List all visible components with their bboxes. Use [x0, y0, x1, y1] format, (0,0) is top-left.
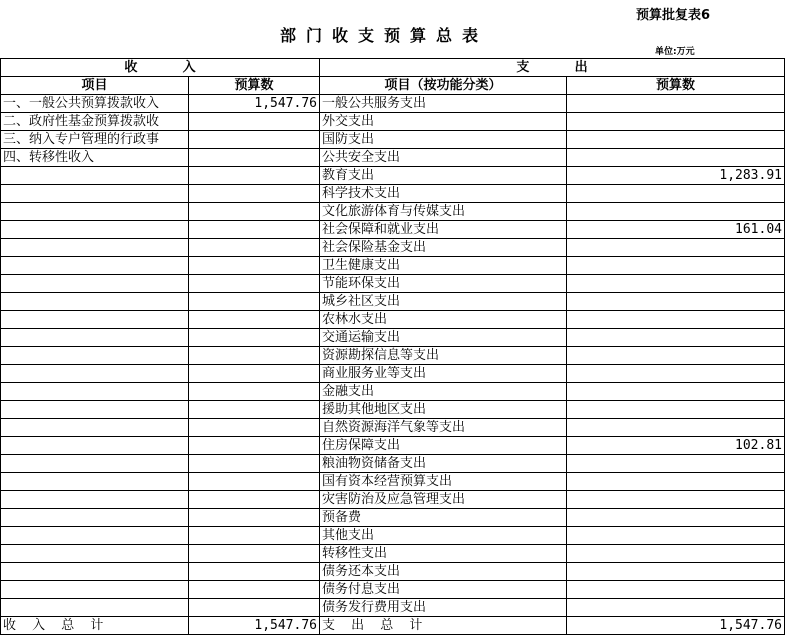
- expense-budget-cell: 102.81: [567, 437, 785, 455]
- income-budget-cell: [189, 329, 320, 347]
- total-income-value: 1,547.76: [189, 617, 320, 635]
- expense-budget-cell: [567, 401, 785, 419]
- expense-item-cell: 公共安全支出: [320, 149, 567, 167]
- expense-item-cell: 预备费: [320, 509, 567, 527]
- table-row: [1, 239, 785, 257]
- expense-item-cell: 城乡社区支出: [320, 293, 567, 311]
- income-item-cell: [1, 563, 189, 581]
- expense-budget-cell: [567, 563, 785, 581]
- income-budget-cell: [189, 293, 320, 311]
- income-budget-cell: [189, 437, 320, 455]
- expense-budget-cell: [567, 311, 785, 329]
- expense-budget-cell: [567, 293, 785, 311]
- income-item-cell: [1, 167, 189, 185]
- expense-item-cell: 教育支出: [320, 167, 567, 185]
- income-item-cell: [1, 401, 189, 419]
- expense-budget-cell: [567, 239, 785, 257]
- income-item-cell: 一、一般公共预算拨款收入: [1, 95, 189, 113]
- expense-item-cell: 一般公共服务支出: [320, 95, 567, 113]
- income-budget-cell: [189, 383, 320, 401]
- expense-item-cell: 农林水支出: [320, 311, 567, 329]
- table-row: [1, 545, 785, 563]
- income-section-header: 收 入: [1, 59, 320, 77]
- income-budget-cell: [189, 401, 320, 419]
- income-budget-cell: [189, 239, 320, 257]
- expense-item-cell: 国有资本经营预算支出: [320, 473, 567, 491]
- income-budget-cell: [189, 491, 320, 509]
- table-row: [1, 473, 785, 491]
- table-row: [1, 347, 785, 365]
- income-item-header: 项目: [1, 77, 189, 95]
- expense-item-header: 项目（按功能分类）: [320, 77, 567, 95]
- expense-budget-cell: [567, 113, 785, 131]
- expense-budget-cell: [567, 131, 785, 149]
- expense-budget-cell: [567, 383, 785, 401]
- table-row: [1, 221, 785, 239]
- expense-item-cell: 转移性支出: [320, 545, 567, 563]
- table-row: [1, 401, 785, 419]
- income-item-cell: [1, 527, 189, 545]
- expense-item-cell: 社会保障和就业支出: [320, 221, 567, 239]
- expense-budget-cell: 161.04: [567, 221, 785, 239]
- table-row: [1, 383, 785, 401]
- expense-budget-cell: 1,283.91: [567, 167, 785, 185]
- income-budget-cell: [189, 347, 320, 365]
- income-item-cell: [1, 581, 189, 599]
- income-budget-cell: [189, 275, 320, 293]
- income-item-cell: 三、纳入专户管理的行政事: [1, 131, 189, 149]
- expense-item-cell: 交通运输支出: [320, 329, 567, 347]
- section-header-row: [1, 59, 785, 77]
- expense-budget-cell: [567, 473, 785, 491]
- expense-item-cell: 住房保障支出: [320, 437, 567, 455]
- income-item-cell: [1, 509, 189, 527]
- expense-item-cell: 国防支出: [320, 131, 567, 149]
- total-expense-value: 1,547.76: [567, 617, 785, 635]
- table-row: [1, 581, 785, 599]
- total-income-label: 收 入 总 计: [1, 617, 189, 635]
- expense-budget-cell: [567, 527, 785, 545]
- expense-item-cell: 节能环保支出: [320, 275, 567, 293]
- expense-item-cell: 金融支出: [320, 383, 567, 401]
- income-budget-cell: [189, 185, 320, 203]
- table-row: [1, 113, 785, 131]
- income-budget-cell: [189, 527, 320, 545]
- table-row: [1, 365, 785, 383]
- table-row: [1, 185, 785, 203]
- table-row: [1, 455, 785, 473]
- income-item-cell: [1, 221, 189, 239]
- table-row: [1, 149, 785, 167]
- income-budget-cell: [189, 113, 320, 131]
- income-budget-cell: [189, 203, 320, 221]
- income-budget-cell: [189, 365, 320, 383]
- expense-item-cell: 自然资源海洋气象等支出: [320, 419, 567, 437]
- income-item-cell: [1, 599, 189, 617]
- form-number: 预算批复表6: [636, 8, 711, 23]
- expense-budget-cell: [567, 455, 785, 473]
- income-item-cell: [1, 455, 189, 473]
- table-row: [1, 311, 785, 329]
- expense-budget-cell: [567, 491, 785, 509]
- expense-item-cell: 科学技术支出: [320, 185, 567, 203]
- income-item-cell: [1, 383, 189, 401]
- expense-item-cell: 资源勘探信息等支出: [320, 347, 567, 365]
- table-row: [1, 95, 785, 113]
- expense-budget-cell: [567, 419, 785, 437]
- expense-item-cell: 卫生健康支出: [320, 257, 567, 275]
- income-budget-cell: [189, 419, 320, 437]
- expense-item-cell: 债务发行费用支出: [320, 599, 567, 617]
- income-item-cell: [1, 419, 189, 437]
- table-row: [1, 419, 785, 437]
- table-row: [1, 257, 785, 275]
- table-row: [1, 167, 785, 185]
- expense-budget-cell: [567, 509, 785, 527]
- expense-item-cell: 社会保险基金支出: [320, 239, 567, 257]
- budget-table-body: [1, 59, 785, 635]
- expense-item-cell: 债务还本支出: [320, 563, 567, 581]
- expense-budget-header: 预算数: [567, 77, 785, 95]
- expense-item-cell: 债务付息支出: [320, 581, 567, 599]
- expense-budget-cell: [567, 329, 785, 347]
- expense-item-cell: 商业服务业等支出: [320, 365, 567, 383]
- income-budget-cell: [189, 509, 320, 527]
- income-item-cell: [1, 491, 189, 509]
- income-budget-cell: [189, 131, 320, 149]
- expense-budget-cell: [567, 203, 785, 221]
- expense-budget-cell: [567, 95, 785, 113]
- expense-budget-cell: [567, 365, 785, 383]
- table-row: [1, 437, 785, 455]
- expense-item-cell: 粮油物资储备支出: [320, 455, 567, 473]
- income-item-cell: [1, 545, 189, 563]
- expense-budget-cell: [567, 545, 785, 563]
- income-item-cell: [1, 329, 189, 347]
- expense-budget-cell: [567, 581, 785, 599]
- income-item-cell: [1, 293, 189, 311]
- expense-budget-cell: [567, 275, 785, 293]
- income-budget-cell: [189, 563, 320, 581]
- expense-item-cell: 外交支出: [320, 113, 567, 131]
- income-item-cell: [1, 473, 189, 491]
- table-row: [1, 293, 785, 311]
- total-expense-label: 支 出 总 计: [320, 617, 567, 635]
- table-row: [1, 203, 785, 221]
- table-row: [1, 131, 785, 149]
- income-item-cell: [1, 257, 189, 275]
- income-item-cell: 二、政府性基金预算拨款收: [1, 113, 189, 131]
- income-budget-header: 预算数: [189, 77, 320, 95]
- table-row: [1, 599, 785, 617]
- income-budget-cell: [189, 545, 320, 563]
- table-row: [1, 329, 785, 347]
- expense-budget-cell: [567, 185, 785, 203]
- table-row: [1, 491, 785, 509]
- income-budget-cell: [189, 599, 320, 617]
- income-item-cell: [1, 437, 189, 455]
- table-row: [1, 275, 785, 293]
- expense-item-cell: 文化旅游体育与传媒支出: [320, 203, 567, 221]
- income-item-cell: [1, 239, 189, 257]
- expense-budget-cell: [567, 149, 785, 167]
- expense-budget-cell: [567, 599, 785, 617]
- income-item-cell: [1, 203, 189, 221]
- income-budget-cell: [189, 149, 320, 167]
- income-budget-cell: 1,547.76: [189, 95, 320, 113]
- expense-budget-cell: [567, 347, 785, 365]
- table-row: [1, 509, 785, 527]
- page-title: 部门收支预算总表: [280, 26, 489, 45]
- budget-summary-table: [0, 58, 785, 635]
- expense-item-cell: 其他支出: [320, 527, 567, 545]
- income-item-cell: 四、转移性收入: [1, 149, 189, 167]
- unit-label: 单位:万元: [655, 47, 695, 57]
- income-budget-cell: [189, 473, 320, 491]
- income-item-cell: [1, 347, 189, 365]
- income-budget-cell: [189, 221, 320, 239]
- expense-item-cell: 灾害防治及应急管理支出: [320, 491, 567, 509]
- expense-budget-cell: [567, 257, 785, 275]
- column-header-row: [1, 77, 785, 95]
- income-budget-cell: [189, 257, 320, 275]
- expense-item-cell: 援助其他地区支出: [320, 401, 567, 419]
- income-budget-cell: [189, 311, 320, 329]
- income-budget-cell: [189, 167, 320, 185]
- income-item-cell: [1, 365, 189, 383]
- income-budget-cell: [189, 455, 320, 473]
- income-item-cell: [1, 185, 189, 203]
- expense-section-header: 支 出: [320, 59, 785, 77]
- table-row: [1, 563, 785, 581]
- table-row: [1, 527, 785, 545]
- income-item-cell: [1, 311, 189, 329]
- income-budget-cell: [189, 581, 320, 599]
- income-item-cell: [1, 275, 189, 293]
- total-row: [1, 617, 785, 635]
